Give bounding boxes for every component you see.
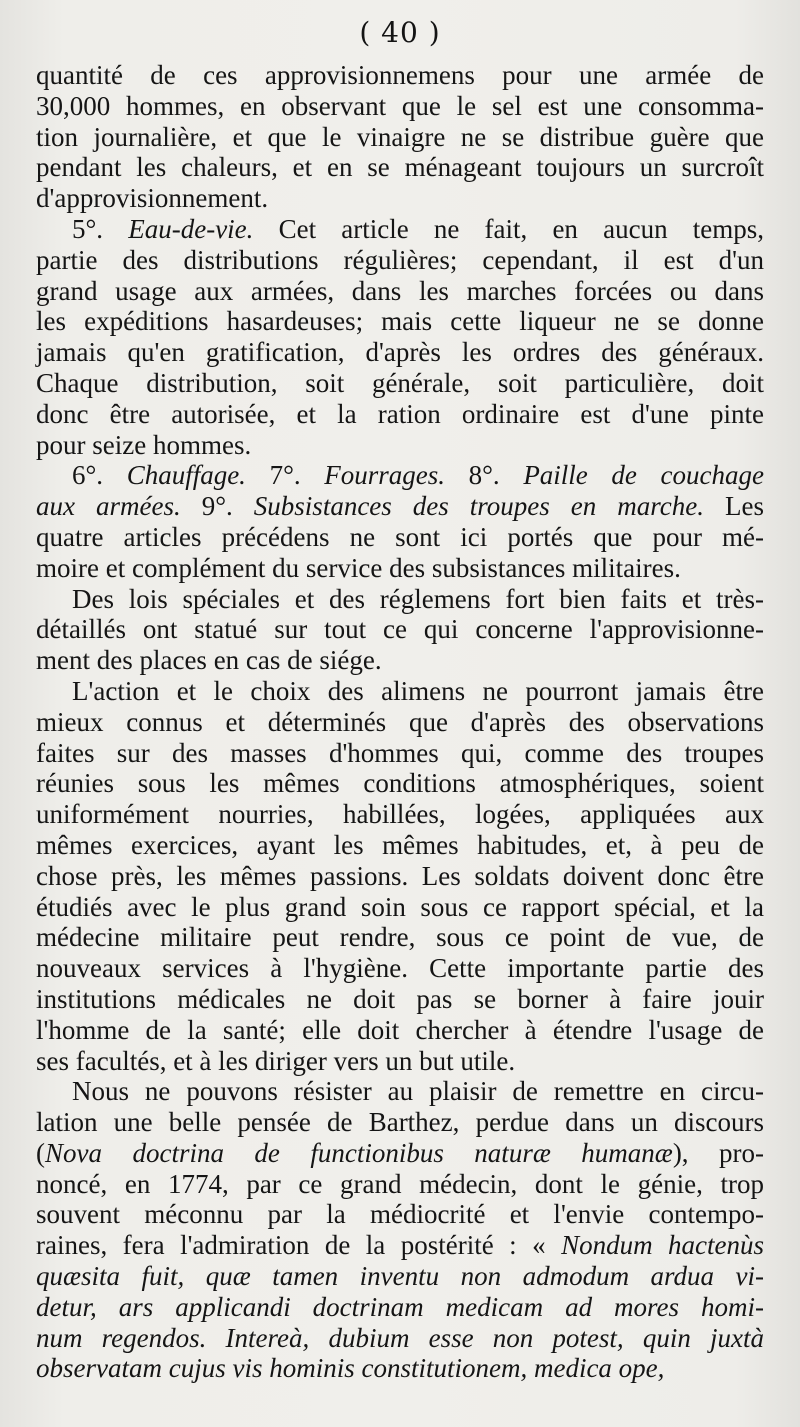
- text-line: [36, 707, 764, 738]
- text-line: [36, 1015, 764, 1046]
- text-line: [36, 614, 764, 645]
- text-run: ), pro-: [672, 1137, 764, 1168]
- text-line: [36, 1138, 764, 1169]
- text-run: tion journalière, et que le vinaigre ne se distribue guère que: [36, 121, 764, 152]
- text-line: [36, 676, 764, 707]
- italic-text: detur, ars applicandi doctrinam medicam ad mores homi-: [36, 1291, 764, 1322]
- text-line: [36, 830, 764, 861]
- text-run: faites sur des masses d'hommes qui, comme des troupes: [36, 737, 764, 768]
- text-line: [36, 799, 764, 830]
- text-line: [36, 337, 764, 368]
- italic-text: Subsistances des troupes en marche.: [253, 491, 705, 522]
- text-line: [36, 645, 764, 676]
- text-run: quatre articles précédens ne sont ici portés que pour mé-: [36, 521, 764, 552]
- text-run: chose près, les mêmes passions. Les soldats doivent donc être: [36, 860, 764, 891]
- text-line: [36, 953, 764, 984]
- text-line: [36, 1199, 764, 1230]
- text-run: détaillés ont statué sur tout ce qui concerne l'approvisionne-: [36, 614, 764, 645]
- text-run: étudiés avec le plus grand soin sous ce rapport spécial, et la: [36, 891, 764, 922]
- text-run: uniformément nourries, habillées, logées, appliquées aux: [36, 799, 764, 830]
- text-run: raines, fera l'admiration de la postérité : «: [36, 1230, 562, 1261]
- italic-text: Eau-de-vie.: [128, 213, 254, 244]
- italic-text: Nondum hactenùs: [561, 1230, 764, 1261]
- text-run: souvent méconnu par la médiocrité et l'envie contempo-: [36, 1199, 764, 1230]
- text-line: [36, 1169, 764, 1200]
- text-line: [36, 1353, 764, 1384]
- text-line: [36, 1261, 764, 1292]
- text-line: [36, 91, 764, 122]
- text-line: [36, 1292, 764, 1323]
- text-line: [36, 861, 764, 892]
- text-line: [36, 1046, 764, 1077]
- text-line: [36, 892, 764, 923]
- text-run: 5°.: [72, 213, 129, 244]
- text-run: 8°.: [445, 460, 524, 491]
- italic-text: Nova doctrina de functionibus naturæ humanæ: [45, 1137, 673, 1168]
- text-run: ment des places en cas de siége.: [36, 645, 382, 676]
- text-run: 30,000 hommes, en observant que le sel est une consomma-: [36, 90, 764, 121]
- text-run: d'approvisionnement.: [36, 183, 269, 214]
- text-line: [36, 368, 764, 399]
- text-line: [36, 1323, 764, 1354]
- text-run: moire et complément du service des subsistances militaires.: [36, 552, 681, 583]
- italic-text: Fourrages.: [324, 460, 445, 491]
- text-run: lation une belle pensée de Barthez, perdue dans un discours: [36, 1107, 764, 1138]
- text-run: L'action et le choix des alimens ne pourront jamais être: [72, 675, 764, 706]
- text-run: partie des distributions régulières; cependant, il est d'un: [36, 244, 764, 275]
- text-run: 9°.: [180, 491, 254, 522]
- text-line: [36, 922, 764, 953]
- text-run: les expéditions hasardeuses; mais cette liqueur ne se donne: [36, 306, 764, 337]
- text-run: jamais qu'en gratification, d'après les ordres des généraux.: [36, 337, 764, 368]
- text-line: [36, 245, 764, 276]
- text-run: Nous ne pouvons résister au plaisir de remettre en circu-: [72, 1076, 764, 1107]
- text-line: [36, 214, 764, 245]
- text-run: institutions médicales ne doit pas se borner à faire jouir: [36, 983, 764, 1014]
- text-line: [36, 984, 764, 1015]
- italic-text: Paille de couchage: [523, 460, 764, 491]
- italic-text: aux armées.: [36, 491, 181, 522]
- text-line: [36, 183, 764, 214]
- text-run: l'homme de la santé; elle doit chercher à étendre l'usage de: [36, 1014, 764, 1045]
- text-run: pour seize hommes.: [36, 429, 252, 460]
- text-line: [36, 584, 764, 615]
- text-run: Les: [704, 491, 765, 522]
- italic-text: quæsita fuit, quæ tamen inventu non admodum ardua vi-: [36, 1261, 764, 1292]
- text-line: [36, 768, 764, 799]
- text-run: 7°.: [245, 460, 325, 491]
- italic-text: num regendos. Intereà, dubium esse non potest, quin juxtà: [36, 1322, 764, 1353]
- text-run: (: [36, 1137, 45, 1168]
- text-run: grand usage aux armées, dans les marches forcées ou dans: [36, 275, 764, 306]
- text-run: Cet article ne fait, en aucun temps,: [253, 213, 764, 244]
- text-run: mêmes exercices, ayant les mêmes habitudes, et, à peu de: [36, 829, 764, 860]
- text-line: [36, 553, 764, 584]
- text-line: [36, 276, 764, 307]
- text-line: [36, 460, 764, 491]
- text-line: [36, 152, 764, 183]
- text-line: [36, 491, 764, 522]
- text-line: [36, 1076, 764, 1107]
- text-run: pendant les chaleurs, et en se ménageant toujours un surcroît: [36, 152, 764, 183]
- text-run: noncé, en 1774, par ce grand médecin, dont le génie, trop: [36, 1168, 764, 1199]
- text-run: mieux connus et déterminés que d'après des observations: [36, 706, 764, 737]
- text-line: [36, 60, 764, 91]
- text-line: [36, 430, 764, 461]
- text-run: nouveaux services à l'hygiène. Cette importante partie des: [36, 953, 764, 984]
- text-run: Chaque distribution, soit générale, soit particulière, doit: [36, 367, 764, 398]
- text-run: quantité de ces approvisionnemens pour une armée de: [36, 60, 764, 90]
- body-text: [36, 60, 764, 1384]
- text-line: [36, 738, 764, 769]
- text-line: [36, 1107, 764, 1138]
- text-run: réunies sous les mêmes conditions atmosphériques, soient: [36, 768, 764, 799]
- italic-text: observatam cujus vis hominis constitutionem, medica ope,: [36, 1353, 665, 1384]
- text-line: [36, 306, 764, 337]
- text-line: [36, 1230, 764, 1261]
- text-run: 6°.: [72, 460, 127, 491]
- text-line: [36, 399, 764, 430]
- italic-text: Chauffage.: [126, 460, 246, 491]
- text-run: Des lois spéciales et des réglemens fort bien faits et très-: [72, 583, 764, 614]
- text-run: médecine militaire peut rendre, sous ce point de vue, de: [36, 922, 764, 953]
- text-line: [36, 122, 764, 153]
- text-line: [36, 522, 764, 553]
- text-run: ses facultés, et à les diriger vers un but utile.: [36, 1045, 516, 1076]
- text-run: donc être autorisée, et la ration ordinaire est d'une pinte: [36, 398, 764, 429]
- page-number: ( 40 ): [359, 16, 441, 49]
